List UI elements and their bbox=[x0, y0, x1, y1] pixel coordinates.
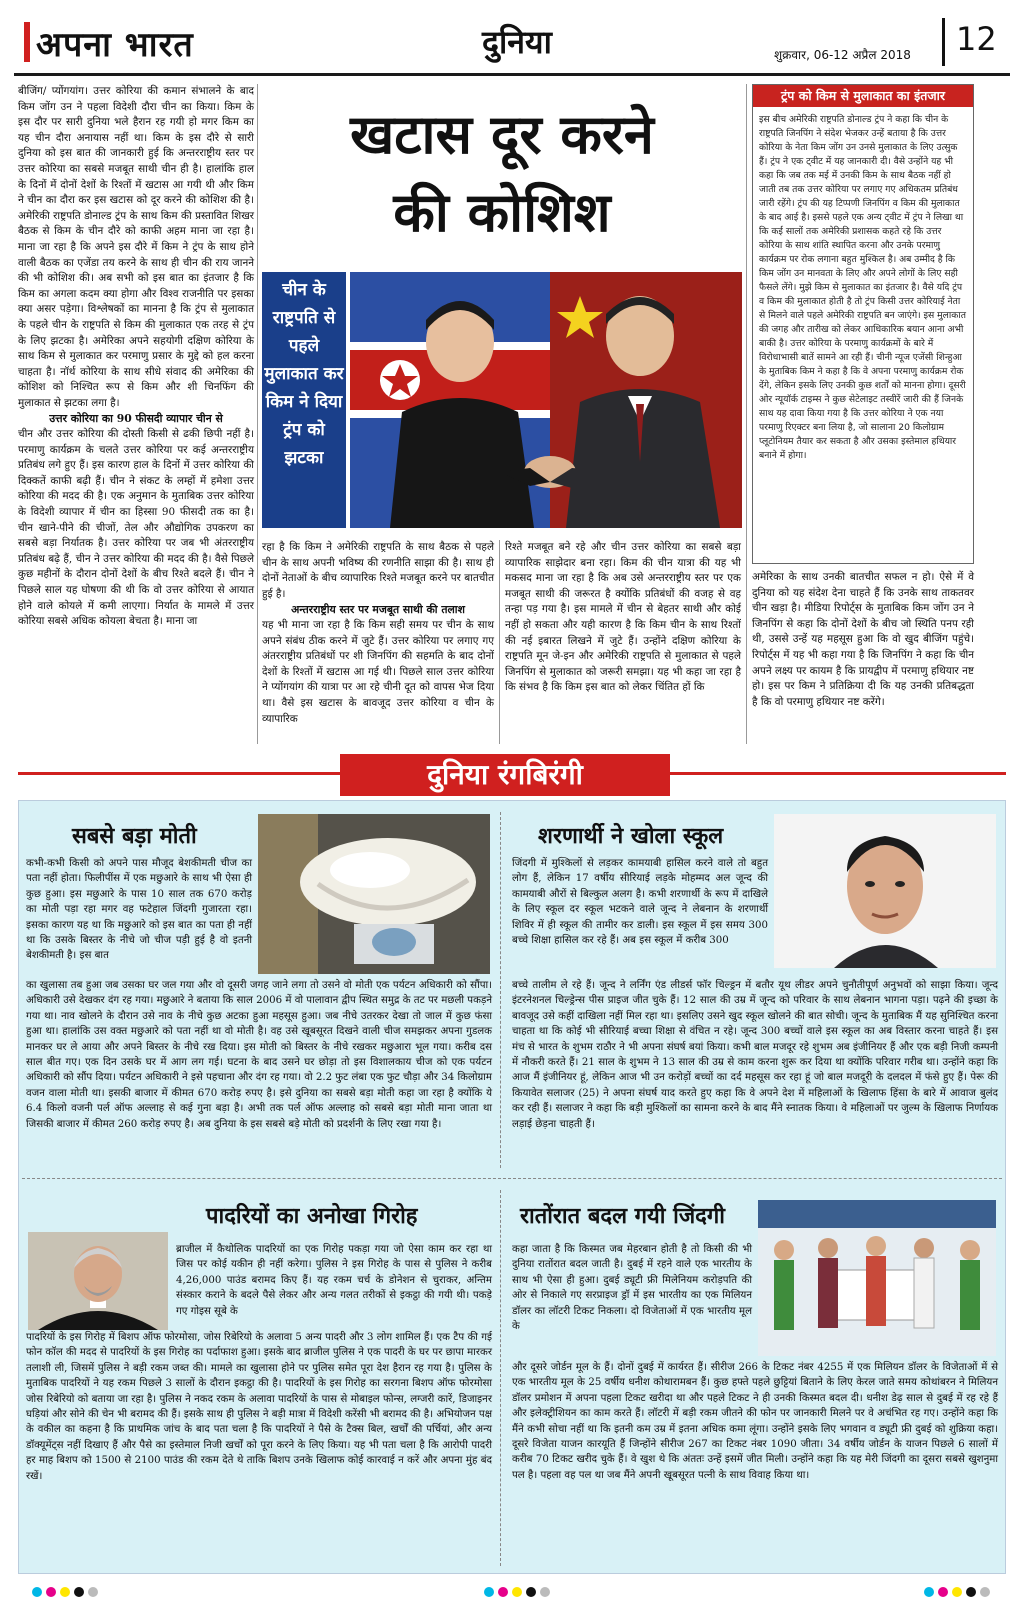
magenta-dot-icon bbox=[938, 1587, 948, 1597]
section-title: दुनिया bbox=[482, 23, 552, 61]
gray-dot-icon bbox=[88, 1587, 98, 1597]
sidebar-body: इस बीच अमेरिकी राष्ट्रपति डोनाल्ड ट्रंप ने कहा कि चीन के राष्ट्रपति जिनपिंग ने संदेश भेजकर उन्हें बताया है कि उत्तर कोरिया के नेता किम जोंग उन उनसे मुलाकात के लिए उत्सुक हैं। ट्रंप ने एक ट्वीट में यह जानकारी दी। वैसे उन्होंने यह भी कहा कि जब तक मई में उनकी किम के साथ बैठक नहीं हो जाती तब तक उत्तर कोरिया पर लगाए गए अधिकतम प्रतिबंध जारी रहेंगे। ट्रंप की यह टिप्पणी जिनपिंग व किम की मुलाकात के बाद आई है। इससे पहले एक अन्य ट्वीट में ट्रंप ने लिखा था कि कई सालों तक अमेरिकी प्रशासक कहते रहे कि उत्तर कोरिया के साथ शांति स्थापित करना और उनके परमाणु कार्यक्रम पर रोक लगाना बहुत मुश्किल है। अब उम्मीद है कि किम जोंग उन मानवता के लिए और अपने लोगों के लिए सही फैसले लेंगे। मुझे किम से मुलाकात का इंतजार है। वैसे यदि ट्रंप व किम की मुलाकात होती है तो ट्रंप किसी उत्तर कोरियाई नेता से मिलने वाले पहले अमेरिकी राष्ट्रपति बन जाएंगे। इस मुलाकात की जगह और तारीख को लेकर आधिकारिक बयान आना अभी बाकी है। उत्तर कोरिया के परमाणु कार्यक्रमों के बारे में विरोधाभासी बातें सामने आ रही हैं। चीनी न्यूज एजेंसी शिन्हुआ के मुताबिक किम ने कहा है कि वे अपना परमाणु कार्यक्रम रोक देंगे, लेकिन इसके लिए उनकी कुछ शर्तों को मानना होगा। दूसरी ओर न्यूयॉर्क टाइम्स ने कुछ सेटेलाइट तस्वीरें जारी की हैं जिनके साथ यह दावा किया गया है कि उत्तर कोरिया ने एक नया परमाणु रिएक्टर बना लिया है, जो सालाना 20 किलोग्राम प्लूटोनियम तैयार कर सकता है और उसका इस्तेमाल हथियार बनाने में होगा। bbox=[759, 114, 966, 461]
leaders-handshake-photo bbox=[350, 272, 742, 528]
handshake-illustration bbox=[350, 272, 742, 528]
lottery-column-bottom bbox=[512, 1360, 998, 1483]
panel-divider-vertical bbox=[500, 812, 501, 1168]
lead-subhead-1: उत्तर कोरिया का 90 फीसदी व्यापार चीन से bbox=[49, 412, 223, 426]
magenta-dot-icon bbox=[46, 1587, 56, 1597]
lottery-winners-illustration bbox=[758, 1200, 996, 1356]
pearl-photo bbox=[258, 814, 490, 974]
black-dot-icon bbox=[966, 1587, 976, 1597]
column-rule bbox=[257, 84, 258, 744]
lottery-paragraph-1: कहा जाता है कि किस्मत जब मेहरबान होती है तो किसी की भी दुनिया रातोंरात बदल जाती है। दुबई में रहने वाले एक भारतीय के साथ भी ऐसा ही हुआ। दुबई ड्यूटी फ्री मिलेनियम करोड़पति की ओर से निकाले गए सरप्राइज ड्रॉ में इस भारतीय का एक मिलियन डॉलर का लॉटरी टिकट निकला। दो विजेताओं में एक भारतीय मूल के bbox=[512, 1244, 752, 1333]
refugee-column-bottom bbox=[512, 978, 998, 1132]
lead-column-1 bbox=[18, 84, 254, 630]
yellow-dot-icon bbox=[60, 1587, 70, 1597]
sidebar-box bbox=[752, 84, 974, 564]
black-dot-icon bbox=[74, 1587, 84, 1597]
pearl-column-bottom bbox=[26, 978, 492, 1132]
priests-title: पादरियों का अनोखा गिरोह bbox=[206, 1204, 418, 1229]
lead-headline-line-1: खटास दूर करने bbox=[350, 103, 654, 166]
newspaper-logo: अपना भारत bbox=[36, 25, 194, 65]
pearl-paragraph-1: कभी-कभी किसी को अपने पास मौजूद बेशकीमती चीज का पता नहीं होता। फिलीपींस में एक मछुआरे के साथ भी ऐसा ही कुछ हुआ। इस मछुआरे के पास 10 साल तक 670 करोड़ का मोती पड़ा रहा मगर वह फटेहाल जिंदगी गुजारता रहा। इसका कारण यह था कि मछुआरे को इस बात का पता ही नहीं था कि उसके बिस्तर के नीचे जो चीज पड़ी हुई है वो इतनी बेशकीमती है। इस बात bbox=[26, 858, 252, 962]
yellow-dot-icon bbox=[952, 1587, 962, 1597]
lottery-photo bbox=[758, 1200, 996, 1356]
pearl-title: सबसे बड़ा मोती bbox=[72, 824, 197, 849]
lead-column-2 bbox=[262, 540, 494, 727]
lead-paragraph-2: चीन और उत्तर कोरिया की दोस्ती किसी से ढकी छिपी नहीं है। परमाणु कार्यक्रम के चलते उत्तर कोरिया पर कई अन्तरराष्ट्रीय प्रतिबंध लगे हुए हैं। इस कारण हाल के दिनों में उत्तर कोरिया की दिक्कतें काफी बढ़ी हैं। चीन ने संकट के लम्हों में हमेशा उत्तर कोरिया की मदद की है। एक अनुमान के मुताबिक उत्तर कोरिया के विदेशी व्यापार में चीन का हिस्सा 90 फीसदी तक का है। चीन खाने-पीने की चीजों, तेल और औद्योगिक उपकरण का सबसे बड़ा निर्यातक है। उत्तर कोरिया पर जब भी अंतरराष्ट्रीय प्रतिबंध बढ़े हैं, चीन ने उत्तर कोरिया की मदद की है। वैसे पिछले कुछ महीनों के दौरान दोनों देशों के बीच रिश्ते बदले हैं। चीन ने पिछले साल यह घोषणा की थी कि वो उत्तर कोरिया से आयात होने वाले कोयले में कमी लाएगा। निर्यात के मामले में उत्तर कोरिया सबसे अधिक कोयला बेचता है। माना जा bbox=[18, 428, 254, 628]
pearl-paragraph-2: का खुलासा तब हुआ जब उसका घर जल गया और वो दूसरी जगह जाने लगा तो उसने वो मोती एक पर्यटन अधिकारी को सौंपा। अधिकारी उसे देखकर दंग रह गया। मछुआरे ने बताया कि साल 2006 में वो पालावान द्वीप स्थित समुद्र के तट पर मछली पकड़ने गया था। नाव खोलने के दौरान उसे नाव के नीचे कुछ अटका हुआ महसूस हुआ। जब नीचे उतरकर देखा तो जाल में कुछ फंसा हुआ था। हालांकि उस वक्त मछुआरे को पता नहीं था वो मोती है। वह उसे खूबसूरत दिखने वाली चीज समझकर अपना गुडलक मानकर घर ले आया और अपने बिस्तर के नीचे रख दिया। इस मोती को बिस्तर के नीचे रखकर मछुआरा भूल गया। करीब दस साल बीत गए। एक दिन उसके घर में आग लग गई। घटना के बाद उसने घर छोड़ा तो इस विशालकाय चीज को एक पर्यटन अधिकारी को सौंप दिया। पर्यटन अधिकारी ने इसे पहचाना और दंग रह गया। वो 2.2 फुट लंबा एक फुट चौड़ा और 34 किलोग्राम वजन वाला मोती था। इसकी बाजार में कीमत 670 करोड़ रुपए है। इसे दुनिया का सबसे बड़ा मोती कहा जा रहा है क्योंकि ये 6.4 किलो वजनी पर्ल ऑफ अल्लाह से कई गुना बड़ा है। अभी तक पर्ल ऑफ अल्लाह को सबसे बड़ा मोती माना जाता था जिसकी बाजार में कीमत 260 करोड़ रुपए है। अब दुनिया के इस सबसे बड़े मोती को प्रदर्शनी के लिए रखा गया है। bbox=[26, 980, 492, 1130]
cyan-dot-icon bbox=[924, 1587, 934, 1597]
page-number: 12 bbox=[956, 20, 997, 58]
priests-paragraph-2: पादरियों के इस गिरोह में बिशप ऑफ फोरमोसा, जोस रिबेरियो के अलावा 5 अन्य पादरी और 3 लोग शामिल हैं। एक टैप की गई फोन कॉल की मदद से पादरियों के इस गिरोह का पर्दाफाश हुआ। इसके बाद ब्राजील पुलिस ने एक पादरी के घर पर छापा मारकर तलाशी ली, जिसमें पुलिस ने बड़ी रकम जब्त की। मामले का खुलासा होने पर पुलिस समेत पूरा देश हैरान रह गया है। पुलिस के मुताबिक पादरियों ने यह रकम पिछले 3 सालों के दौरान इकट्ठा की है। पादरियों के इस गिरोह का सरगना बिशप ऑफ फोरमोसा जोस रिबेरियो को बताया जा रहा है। पुलिस ने नकद रकम के अलावा पादरियों के पास से मोबाइल फोन्स, लग्जरी कारें, डिजाइनर घड़ियां और सोने की चेन भी बरामद की हैं। इसके साथ ही पुलिस ने बड़ी मात्रा में विदेशी करेंसी भी बरामद की है। अभियोजन पक्ष के वकील का कहना है कि प्राथमिक जांच के बाद पता चला है कि पादरियों ने पैसे के टैक्स बिल, खर्चों की पर्चियां, और अन्य डॉक्यूमेंट्स नहीं दिखाए हैं और पैसे का इस्तेमाल निजी खर्चों को पूरा करने के लिए किया। यह भी पता चला है कि आरोपी पादरी हर माह बिशप को 1500 से 2100 पाउंड की रकम देते थे ताकि बिशप उनके खिलाफ कोई कारवाई न करें और अपना मुंह बंद रखें। bbox=[26, 1332, 492, 1482]
lottery-paragraph-2: और दूसरे जोर्डन मूल के हैं। दोनों दुबई में कार्यरत हैं। सीरीज 266 के टिकट नंबर 4255 में एक मिलियन डॉलर के विजेताओं में से एक भारतीय मूल के 25 वर्षीय धनीश कोथारामबन हैं। कुछ हफ्ते पहले छुट्टियां बिताने के लिए केरल जाते समय कोथांबरन ने मिलियन डॉलर प्रमोशन में अपना पहला टिकट खरीदा था और पहले टिकट ने ही उनकी किस्मत बदल दी। धनीश डेढ़ साल से दुबई में रह रहे हैं और इलेक्ट्रीशियन का काम करते हैं। लॉटरी में बड़ी रकम जीतने की फोन पर जानकारी मिलने पर वे अचंभित रह गए। उन्होंने कहा कि मैंने कभी सोचा नहीं था कि इतनी कम उम्र में इतना अधिक कमा लूंगा। उन्होंने इसके लिए भगवान व ड्यूटी फ्री दुबई को शुक्रिया कहा। दूसरे विजेता याजन कारयूति हैं जिन्होंने सीरीज 267 का टिकट नंबर 1090 जीता। 34 वर्षीय जोर्डन के याजन पिछले 6 सालों में करीब 70 टिकट खरीद चुके हैं। वे खुश थे कि अंततः उन्हें इसमें जीत मिली। उन्होंने कहा कि यह मेरी जिंदगी का दूसरा सबसे खुशनुमा पल है। पहला वह पल था जब मैंने अपनी खूबसूरत पत्नी के साथ विवाह किया था। bbox=[512, 1362, 998, 1481]
black-dot-icon bbox=[526, 1587, 536, 1597]
pearl-column-top bbox=[26, 856, 252, 964]
priest-photo bbox=[28, 1232, 168, 1330]
cyan-dot-icon bbox=[484, 1587, 494, 1597]
refugee-title: शरणार्थी ने खोला स्कूल bbox=[538, 824, 724, 849]
pearl-illustration bbox=[258, 814, 490, 974]
refugee-paragraph-1: जिंदगी में मुश्किलों से लड़कर कामयाबी हासिल करने वाले तो बहुत लोग हैं, लेकिन 17 वर्षीय सीरियाई लड़के मोहम्मद अल जून्द की कामयाबी औरों से बिल्कुल अलग है। कभी शरणार्थी के रूप में दाखिले के लिए स्कूल दर स्कूल भटकने वाले जून्द ने लेबनान के शरणार्थी शिविर में ही स्कूल की तामीर कर डाली। इस स्कूल में इस समय 300 बच्चे शिक्षा हासिल कर रहे हैं। अब इस स्कूल में करीब 300 bbox=[512, 858, 768, 947]
lead-column-4 bbox=[752, 570, 974, 710]
refugee-paragraph-2: बच्चे तालीम ले रहे हैं। जून्द ने लर्निंग एंड लीडर्स फॉर चिल्ड्रन में बतौर यूथ लीडर अपने चुनौतीपूर्ण अनुभवों को साझा किया। जून्द इंटरनेशनल चिल्ड्रेन्स पीस प्राइज जीत चुके हैं। 12 साल की उम्र में जून्द को परिवार के साथ लेबनान भागना पड़ा। पढ़ने की इच्छा के बावजूद उसे कहीं दाखिला नहीं मिल रहा था। इसलिए उसने खुद स्कूल खोलने की बात सोची। जून्द के मुताबिक मैं यह सुनिश्चित करना चाहता था कि कोई भी सीरियाई बच्चा शिक्षा से वंचित न रहे। जून्द 300 बच्चों वाले इस स्कूल का अब विस्तार करना चाहते हैं। इस मंच से भारत के शुभम राठौर ने भी अपना संघर्ष बयां किया। कभी बाल मजदूर रहे शुभम अब इंजीनियर हैं और एक बड़ी निजी कम्पनी में नौकरी करते हैं। 21 साल के शुभम ने 13 साल की उम्र से काम करना शुरू कर दिया था क्योंकि परिवार गरीब था। उन्होंने कहा कि आज मैं इंजीनियर हूं, लेकिन आज भी उन करोड़ों बच्चों का दर्द महसूस कर रहा हूं जो बाल मजदूरी के दलदल में फंसे हुए हैं। पेरू की कियावेत सलाजर (25) ने अपना संघर्ष याद करते हुए कहा कि वे अपने देश में महिलाओं के खिलाफ हिंसा के बारे में आवाज बुलंद कर रही हैं। सलाजर ने कहा कि बड़ी मुश्किलों का सामना करने के बाद मैंने स्नातक किया। वे महिलाओं पर जुल्म के खिलाफ निर्णायक लड़ाई छेड़ना चाहती हैं। bbox=[512, 980, 998, 1130]
page-number-divider bbox=[942, 18, 945, 66]
lead-paragraph-6: अमेरिका के साथ उनकी बातचीत सफल न हो। ऐसे में वे दुनिया को यह संदेश देना चाहते हैं कि उनके साथ ताकतवर चीन खड़ा है। मीडिया रिपोर्ट्स के मुताबिक किम जोंग उन ने जिनपिंग से कहा कि दोनों देशों के बीच जो स्थिति पनप रही थी, उससे उन्हें यह महसूस हुआ कि वो खुद बीजिंग पहुंचे। रिपोर्ट्स में यह भी कहा गया है कि जिनपिंग ने कहा कि चीन अपने लक्ष्य पर कायम है कि प्रायद्वीप में परमाणु हथियार नष्ट हो। इस पर किम ने प्रतिक्रिया दी कि यह उनकी प्रतिबद्धता है कि वो परमाणु हथियार नष्ट करेंगे। bbox=[752, 571, 974, 708]
column-rule bbox=[499, 540, 500, 744]
refugee-photo bbox=[774, 814, 996, 968]
magenta-dot-icon bbox=[498, 1587, 508, 1597]
column-rule bbox=[746, 84, 747, 744]
lead-headline-line-2: की कोशिश bbox=[393, 181, 611, 244]
issue-date: शुक्रवार, 06-12 अप्रैल 2018 bbox=[774, 48, 911, 62]
lead-paragraph-5: रिश्ते मजबूत बने रहे और चीन उत्तर कोरिया का सबसे बड़ा व्यापारिक साझेदार बना रहा। किम की चीन यात्रा की यह भी मकसद माना जा रहा है कि अब उसे अन्तरराष्ट्रीय स्तर पर एक मजबूत साथी की जरूरत है क्योंकि प्रतिबंधों की वजह से वह तन्हा पड़ गया है। इस मामले में चीन से बेहतर साथी और कोई नहीं हो सकता और यही कारण है कि किम चीन के साथ रिश्तों की नई इबारत लिखने में जुटे हैं। उन्होंने दक्षिण कोरिया के राष्ट्रपति मून जे-इन और अमेरिकी राष्ट्रपति से मुलाकात से पहले जिनपिंग से मुलाकात को जरूरी समझा। यह भी कहा जा रहा है कि संभव है कि किम इस बात को लेकर चिंतित हों कि bbox=[505, 541, 741, 694]
refugee-column-top bbox=[512, 856, 768, 948]
lead-headline bbox=[262, 96, 742, 252]
lead-paragraph-4: यह भी माना जा रहा है कि किम सही समय पर चीन के साथ अपने संबंध ठीक करने में जुटे हैं। उत्तर कोरिया पर लगाए गए अंतरराष्ट्रीय प्रतिबंधों पर शी जिनपिंग की सहमति के बाद दोनों देशों के रिश्तों में खटास आ गई थी। पिछले साल उत्तर कोरिया ने प्योंगयांग की यात्रा पर आ रहे चीनी दूत को वापस भेज दिया था। वैसे इस खटास के बावजूद उत्तर कोरिया व चीन के व्यापारिक bbox=[262, 618, 494, 725]
panel-divider-horizontal bbox=[22, 1178, 1002, 1179]
print-registration-marks bbox=[14, 1582, 1010, 1602]
gray-dot-icon bbox=[980, 1587, 990, 1597]
priests-column-bottom bbox=[26, 1330, 492, 1484]
cyan-dot-icon bbox=[32, 1587, 42, 1597]
sidebar-title: ट्रंप को किम से मुलाकात का इंतजार bbox=[753, 85, 973, 107]
panel-divider-vertical bbox=[500, 1190, 501, 1566]
priests-paragraph-1: ब्राजील में कैथोलिक पादरियों का एक गिरोह पकड़ा गया जो ऐसा काम कर रहा था जिस पर कोई यकीन ही नहीं करेगा। पुलिस ने इस गिरोह के पास से पुलिस ने करीब 4,26,000 पाउंड बरामद किए हैं। यह रकम चर्च के डोनेशन से चुराकर, अन्तिम संस्कार कराने के बदले पैसे लेकर और अन्य गलत तरीकों से इकट्ठा की गयी थी। पकड़े गए गोइस सूबे के bbox=[176, 1244, 492, 1317]
masthead bbox=[14, 14, 1010, 76]
lottery-title: रातोंरात बदल गयी जिंदगी bbox=[520, 1204, 725, 1229]
lead-subhead-2: अन्तरराष्ट्रीय स्तर पर मजबूत साथी की तलाश bbox=[291, 603, 465, 617]
lead-column-3 bbox=[505, 540, 741, 696]
lead-paragraph-1: बीजिंग/ प्योंगयांग। उत्तर कोरिया की कमान संभालने के बाद किम जोंग उन ने पहला विदेशी दौरा चीन का किया। किम के इस दौर पर सारी दुनिया भले हैरान रह गयी हो मगर किम का यह चीन दौरा अनायास नहीं था। किम के इस दौरे से सारी दुनिया को इस बात की जानकारी हुई कि अन्तरराष्ट्रीय स्तर पर उत्तर कोरिया का सबसे मजबूत साथी चीन ही है। हालांकि हाल के दिनों में दोनों देशों के रिश्तों में खटास आ गयी थी और किम ने चीन का दौरा कर इस खटास को दूर करने की कोशिश की है। अमेरिकी राष्ट्रपति डोनाल्ड ट्रंप के साथ किम की प्रस्तावित शिखर बैठक से किम के चीन दौरे को काफी अहम माना जा रहा है। माना जा रहा है कि अपने इस दौरे में किम ने ट्रंप के साथ होने वाली बैठक का एजेंडा तय करने के साथ ही चीन की राय जानने की भी कोशिश की। अब सभी को इस बात का इंतजार है कि किम का अगला कदम क्या होगा और विश्व राजनीति पर इसका क्या असर पड़ेगा। विश्लेषकों का मानना है कि ट्रंप से मुलाकात के पहले चीन के राष्ट्रपति से किम की मुलाकात एक तरह से ट्रंप के लिए झटका है। अमेरिका अपने सहयोगी दक्षिण कोरिया के साथ किम से मुलाकात कर परमाणु प्रसार के मुद्दे को हल करना चाहता है। नॉर्थ कोरिया के साथ सीधे संवाद की अमेरिका की कोशिश को निश्चित रूप से किम और शी चिनफिंग की मुलाकात से झटका लगा है। bbox=[18, 85, 254, 409]
lead-paragraph-3: रहा है कि किम ने अमेरिकी राष्ट्रपति के साथ बैठक से पहले चीन के साथ अपनी भविष्य की रणनीति साझा की है। साथ ही दोनों नेताओं के बीच व्यापारिक रिश्ते मजबूत करने पर बातचीत हुई है। bbox=[262, 541, 494, 600]
ribbon-title: दुनिया रंगबिरंगी bbox=[340, 754, 670, 796]
priest-portrait-illustration bbox=[28, 1232, 168, 1330]
refugee-portrait-illustration bbox=[774, 814, 996, 968]
yellow-dot-icon bbox=[512, 1587, 522, 1597]
priests-column-top bbox=[176, 1242, 492, 1319]
lottery-column-top bbox=[512, 1242, 752, 1334]
gray-dot-icon bbox=[540, 1587, 550, 1597]
pullquote-box: चीन के राष्ट्रपति से पहले मुलाकात कर किम ने दिया ट्रंप को झटका bbox=[262, 272, 346, 528]
